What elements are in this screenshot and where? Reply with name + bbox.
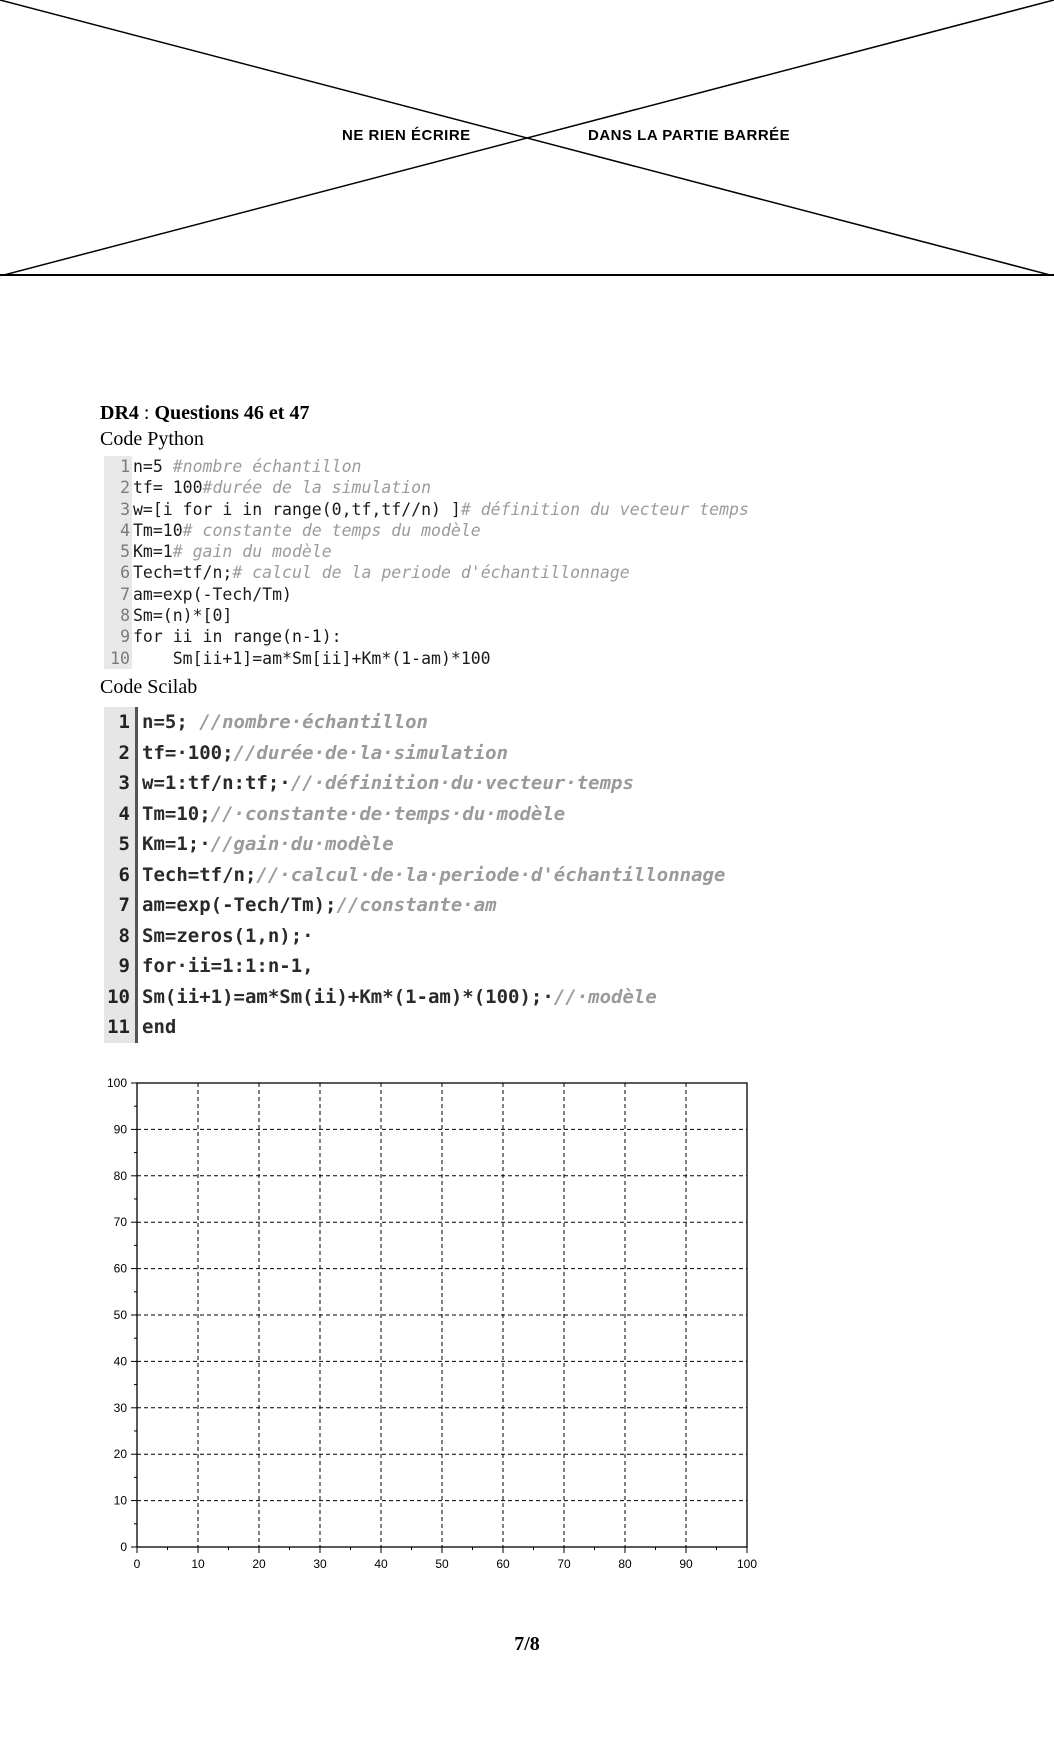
y-tick-label: 0 (120, 1540, 127, 1554)
code-text (132, 520, 481, 541)
y-tick-label: 20 (113, 1447, 127, 1462)
code-line (104, 626, 844, 647)
code-statement: Tech=tf/n; (133, 563, 233, 583)
code-text (138, 890, 497, 921)
code-line (104, 707, 864, 738)
code-statement: am=exp(-Tech/Tm) (133, 584, 292, 604)
code-comment: //·définition·du·vecteur·temps (290, 772, 634, 794)
line-number: 3 (104, 499, 132, 520)
code-text (138, 951, 314, 982)
code-comment: //durée·de·la·simulation (233, 741, 509, 764)
code-line (104, 456, 844, 477)
python-code-label: Code Python (100, 428, 204, 450)
code-text (138, 738, 508, 769)
code-text (132, 648, 491, 669)
y-tick-label: 30 (113, 1400, 127, 1415)
code-line (104, 890, 864, 921)
x-tick-label: 10 (191, 1557, 205, 1571)
y-tick-label: 50 (113, 1308, 127, 1322)
code-comment: //nombre·échantillon (199, 711, 428, 733)
barred-zone-lines (0, 0, 1054, 276)
line-number: 7 (104, 890, 138, 921)
code-text (132, 456, 362, 477)
code-line (104, 499, 844, 520)
code-statement: Tech=tf/n; (142, 863, 257, 886)
code-comment: # définition du vecteur temps (460, 499, 749, 519)
heading-separator: : (138, 402, 155, 424)
x-tick-label: 70 (557, 1557, 571, 1571)
code-comment: //gain·du·modèle (210, 833, 394, 855)
section-heading (100, 402, 309, 425)
code-line (104, 541, 844, 562)
line-number: 8 (104, 605, 132, 626)
code-comment: //·calcul·de·la·periode·d'échantillonnage (256, 863, 726, 886)
line-number: 9 (104, 626, 132, 647)
code-line (104, 921, 864, 952)
code-statement: tf= 100 (133, 478, 203, 498)
y-tick-label: 80 (113, 1168, 127, 1183)
code-statement: n=5; (142, 711, 200, 733)
line-number: 6 (104, 860, 138, 891)
line-number: 6 (104, 562, 132, 583)
code-statement: for ii in range(n-1): (133, 627, 342, 647)
code-statement: Tm=10 (133, 520, 183, 540)
code-line (104, 860, 864, 891)
code-text (138, 768, 634, 799)
barred-text-right: DANS LA PARTIE BARRÉE (588, 127, 791, 144)
code-line (104, 738, 864, 769)
response-plot (0, 1070, 1054, 1590)
code-line (104, 477, 844, 498)
y-tick-label: 90 (113, 1122, 127, 1137)
x-tick-label: 20 (252, 1557, 266, 1571)
code-text (132, 626, 342, 647)
x-tick-label: 40 (374, 1557, 388, 1571)
code-statement: Km=1;· (142, 833, 211, 855)
code-comment: //·modèle (553, 985, 657, 1008)
code-text (132, 499, 749, 520)
code-text (138, 921, 314, 952)
y-tick-label: 60 (113, 1261, 127, 1276)
code-text (132, 584, 292, 605)
code-statement: for·ii=1:1:n-1, (142, 955, 314, 977)
scilab-code-label: Code Scilab (100, 676, 198, 698)
y-tick-label: 100 (106, 1076, 127, 1090)
line-number: 5 (104, 541, 132, 562)
scilab-code-block (104, 707, 864, 1043)
heading-title: Questions 46 et 47 (154, 402, 310, 424)
code-text (138, 829, 394, 860)
code-statement: w=[i for i in range(0,tf,tf//n) ] (133, 499, 461, 519)
code-statement: am=exp(-Tech/Tm); (142, 894, 337, 916)
code-statement: Km=1 (133, 542, 173, 562)
code-comment: //·constante·de·temps·du·modèle (210, 802, 566, 825)
line-number: 1 (104, 707, 138, 738)
line-number: 8 (104, 921, 138, 952)
code-text (132, 541, 332, 562)
code-comment: #nombre échantillon (172, 457, 362, 476)
barred-text-left: NE RIEN ÉCRIRE (342, 127, 471, 144)
x-tick-label: 80 (618, 1557, 632, 1571)
code-text (132, 477, 431, 498)
code-text (138, 799, 565, 830)
code-statement: Sm[ii+1]=am*Sm[ii]+Km*(1-am)*100 (133, 648, 491, 668)
python-code-block (104, 456, 844, 669)
code-comment: # constante de temps du modèle (182, 520, 481, 540)
line-number: 10 (104, 982, 138, 1013)
code-comment: # gain du modèle (172, 542, 332, 562)
y-tick-label: 70 (113, 1215, 127, 1230)
code-comment: #durée de la simulation (202, 478, 432, 498)
line-number: 3 (104, 768, 138, 799)
code-text (138, 1012, 176, 1043)
x-tick-label: 60 (496, 1557, 510, 1571)
line-number: 2 (104, 477, 132, 498)
x-tick-label: 90 (679, 1557, 693, 1571)
line-number: 9 (104, 951, 138, 982)
code-statement: Sm=zeros(1,n);· (142, 924, 314, 947)
line-number: 2 (104, 738, 138, 769)
code-line (104, 951, 864, 982)
code-comment: //constante·am (336, 894, 497, 916)
code-line (104, 520, 844, 541)
code-statement: Sm(ii+1)=am*Sm(ii)+Km*(1-am)*(100);· (142, 985, 554, 1008)
heading-prefix: DR4 (100, 402, 139, 424)
line-number: 10 (104, 648, 132, 669)
barred-zone (0, 0, 1054, 276)
code-text (138, 982, 657, 1013)
code-statement: n=5 (133, 457, 173, 476)
code-comment: # calcul de la periode d'échantillonnage (232, 563, 630, 583)
code-line (104, 605, 844, 626)
x-tick-label: 0 (133, 1557, 141, 1571)
code-statement: end (142, 1016, 177, 1038)
y-tick-label: 10 (113, 1493, 127, 1508)
x-tick-label: 30 (313, 1557, 327, 1571)
x-tick-label: 100 (736, 1557, 758, 1571)
x-tick-label: 50 (435, 1557, 449, 1571)
code-line (104, 648, 844, 669)
code-text (132, 605, 232, 626)
code-line (104, 799, 864, 830)
code-statement: Sm=(n)*[0] (133, 606, 233, 626)
code-line (104, 1012, 864, 1043)
line-number: 11 (104, 1012, 138, 1043)
code-line (104, 584, 844, 605)
code-statement: tf=·100; (142, 741, 234, 764)
line-number: 5 (104, 829, 138, 860)
line-number: 7 (104, 584, 132, 605)
y-tick-label: 40 (113, 1354, 127, 1369)
line-number: 1 (104, 456, 132, 477)
code-statement: Tm=10; (142, 802, 211, 825)
code-line (104, 829, 864, 860)
code-line (104, 768, 864, 799)
code-line (104, 562, 844, 583)
line-number: 4 (104, 799, 138, 830)
code-text (132, 562, 630, 583)
code-text (138, 707, 428, 738)
page-number: 7/8 (514, 1633, 540, 1655)
code-text (138, 860, 725, 891)
code-line (104, 982, 864, 1013)
code-statement: w=1:tf/n:tf;· (142, 772, 291, 794)
line-number: 4 (104, 520, 132, 541)
